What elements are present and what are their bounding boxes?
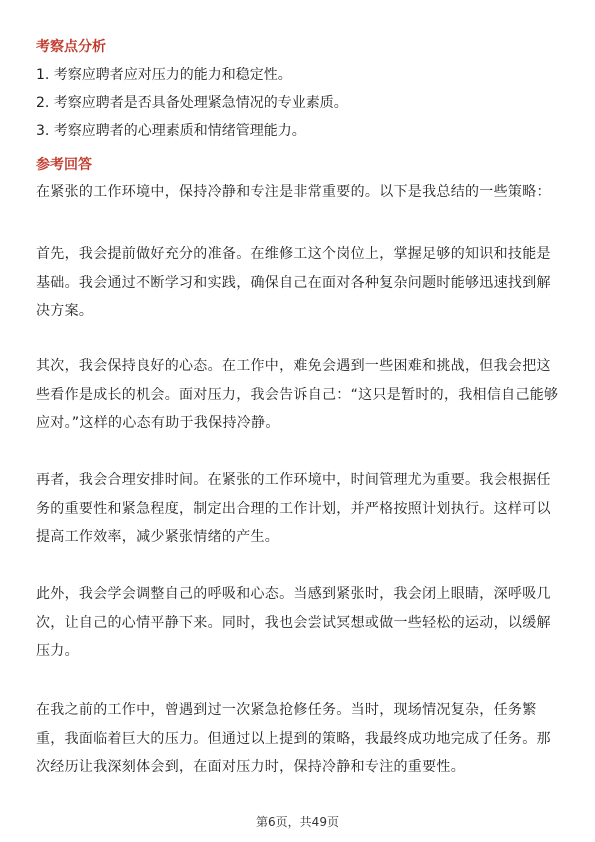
answer-paragraph-6: 在我之前的工作中，曾遇到过一次紧急抢修任务。当时，现场情况复杂，任务繁重，我面临着巨大的压力。但通过以上提到的策略，我最终成功地完成了任务。那次经历让我深刻体会到，在面对压力时，保持冷静和专注的重要性。	[36, 702, 551, 775]
analysis-item-3: 3. 考察应聘者的心理素质和情绪管理能力。	[36, 123, 306, 139]
answer-title: 参考回答	[36, 157, 92, 173]
analysis-item-1: 1. 考察应聘者应对压力的能力和稳定性。	[36, 67, 292, 83]
answer-paragraph-4: 再者，我会合理安排时间。在紧张的工作环境中，时间管理尤为重要。我会根据任务的重要性和紧急程度，制定出合理的工作计划，并严格按照计划执行。这样可以提高工作效率，减少紧张情绪的产生。	[36, 472, 551, 545]
answer-paragraph-5: 此外，我会学会调整自己的呼吸和心态。当感到紧张时，我会闭上眼睛，深呼吸几次，让自己的心情平静下来。同时，我也会尝试冥想或做一些轻松的运动，以缓解压力。	[36, 586, 551, 659]
analysis-item-2: 2. 考察应聘者是否具备处理紧急情况的专业素质。	[36, 95, 348, 111]
answer-paragraph-3: 其次，我会保持良好的心态。在工作中，难免会遇到一些困难和挑战，但我会把这些看作是成长的机会。面对压力，我会告诉自己：“这只是暂时的，我相信自己能够应对。”这样的心态有助于我保持冷静。	[36, 358, 559, 431]
page-number: 第6页，共49页	[256, 815, 339, 829]
answer-paragraph-2: 首先，我会提前做好充分的准备。在维修工这个岗位上，掌握足够的知识和技能是基础。我会通过不断学习和实践，确保自己在面对各种复杂问题时能够迅速找到解决方案。	[36, 246, 551, 319]
answer-paragraph-1: 在紧张的工作环境中，保持冷静和专注是非常重要的。以下是我总结的一些策略：	[36, 184, 551, 200]
analysis-title: 考察点分析	[36, 39, 106, 55]
